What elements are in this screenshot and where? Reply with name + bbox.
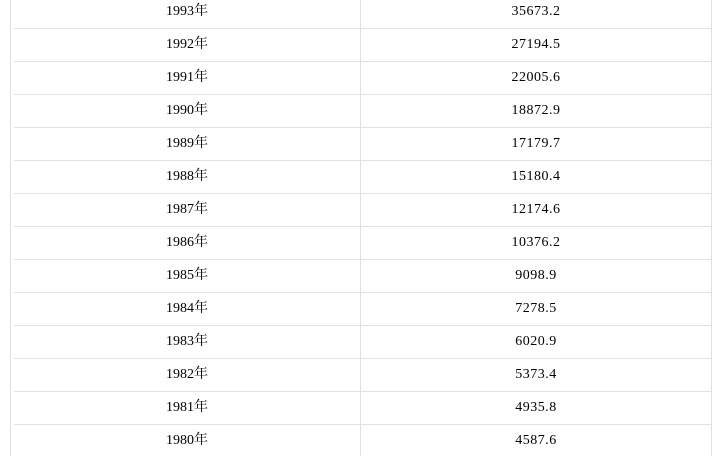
year-cell: 1984年 (14, 293, 361, 326)
value-cell: 15180.4 (361, 161, 712, 194)
value-cell: 10376.2 (361, 227, 712, 260)
table-row (14, 194, 711, 227)
year-cell: 1987年 (14, 194, 361, 227)
value-cell: 27194.5 (361, 29, 712, 62)
year-cell: 1982年 (14, 359, 361, 392)
table-row (14, 425, 711, 456)
table-row (14, 95, 711, 128)
year-value-table (14, 0, 711, 456)
value-cell: 9098.9 (361, 260, 712, 293)
year-cell: 1989年 (14, 128, 361, 161)
year-cell: 1985年 (14, 260, 361, 293)
table-row (14, 29, 711, 62)
value-cell: 5373.4 (361, 359, 712, 392)
year-cell: 1981年 (14, 392, 361, 425)
value-cell: 4587.6 (361, 425, 712, 456)
table-row (14, 62, 711, 95)
table-row (14, 260, 711, 293)
value-cell: 35673.2 (361, 0, 712, 29)
value-cell: 12174.6 (361, 194, 712, 227)
table-row (14, 359, 711, 392)
table-row (14, 227, 711, 260)
year-cell: 1993年 (14, 0, 361, 29)
table-row (14, 161, 711, 194)
year-cell: 1986年 (14, 227, 361, 260)
year-cell: 1980年 (14, 425, 361, 456)
year-cell: 1988年 (14, 161, 361, 194)
year-cell: 1983年 (14, 326, 361, 359)
value-cell: 4935.8 (361, 392, 712, 425)
value-cell: 22005.6 (361, 62, 712, 95)
table-body (14, 0, 711, 456)
table-row (14, 392, 711, 425)
value-cell: 7278.5 (361, 293, 712, 326)
value-cell: 6020.9 (361, 326, 712, 359)
table-row (14, 128, 711, 161)
table-row (14, 0, 711, 29)
table-row (14, 326, 711, 359)
year-cell: 1992年 (14, 29, 361, 62)
data-table-container (10, 0, 712, 456)
value-cell: 17179.7 (361, 128, 712, 161)
table-row (14, 293, 711, 326)
value-cell: 18872.9 (361, 95, 712, 128)
year-cell: 1990年 (14, 95, 361, 128)
year-cell: 1991年 (14, 62, 361, 95)
